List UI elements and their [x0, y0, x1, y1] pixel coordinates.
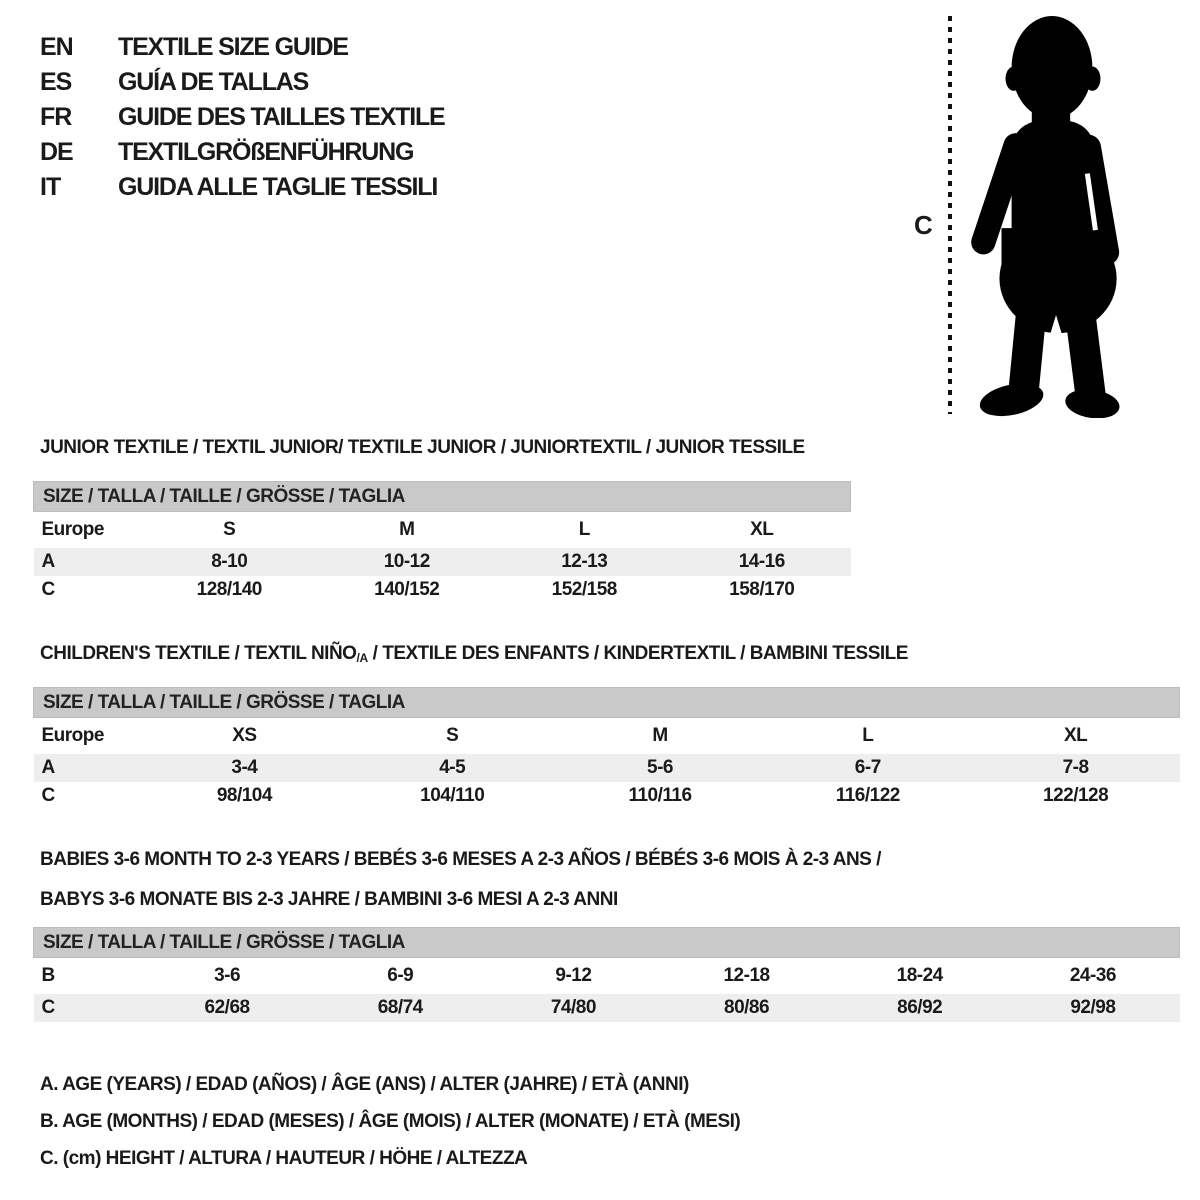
height-cell: 92/98 — [1070, 996, 1116, 1018]
size-header-bar — [34, 928, 1180, 958]
age-cell: 12-13 — [561, 550, 608, 572]
age-cell: 9-12 — [555, 964, 592, 986]
table-row — [34, 718, 1180, 754]
row-label: A — [41, 550, 55, 572]
size-cell: M — [399, 518, 415, 540]
row-label: C — [41, 784, 55, 806]
junior-section-heading: JUNIOR TEXTILE / TEXTIL JUNIOR/ TEXTILE JUNIOR / JUNIORTEXTIL / JUNIOR TESSILE — [40, 437, 805, 458]
size-cell: S — [223, 518, 236, 540]
guide-title-es: GUÍA DE TALLAS — [118, 68, 309, 96]
table-row — [34, 782, 1180, 810]
row-label: C — [41, 996, 55, 1018]
children-size-table — [33, 687, 1180, 810]
language-row-de — [40, 135, 445, 170]
age-cell: 4-5 — [439, 756, 466, 778]
language-row-it — [40, 170, 445, 205]
height-cell: 74/80 — [550, 996, 596, 1018]
age-cell: 24-36 — [1069, 964, 1116, 986]
size-cell: L — [862, 724, 874, 746]
size-cell: L — [578, 518, 590, 540]
language-code: EN — [40, 33, 73, 61]
height-measure-label: C — [914, 210, 933, 240]
guide-title-de: TEXTILGRÖßENFÜHRUNG — [118, 138, 414, 166]
row-label: Europe — [41, 518, 104, 540]
height-cell: 128/140 — [196, 578, 262, 600]
size-header-bar — [34, 482, 851, 512]
size-cell: S — [446, 724, 459, 746]
table-row — [34, 958, 1180, 994]
language-title-list — [40, 30, 445, 205]
height-cell: 86/92 — [897, 996, 943, 1018]
legend-age-months: B. AGE (MONTHS) / EDAD (MESES) / ÂGE (MOIS) / ALTER (MONATE) / ETÀ (MESI) — [40, 1111, 741, 1132]
row-label: A — [41, 756, 55, 778]
language-code: IT — [40, 173, 61, 201]
children-section-heading — [40, 634, 908, 678]
age-cell: 6-7 — [854, 756, 881, 778]
toddler-silhouette-icon — [966, 14, 1140, 418]
age-cell: 12-18 — [723, 964, 770, 986]
height-cell: 98/104 — [216, 784, 272, 806]
age-cell: 18-24 — [896, 964, 943, 986]
table-row — [34, 548, 851, 576]
age-cell: 10-12 — [383, 550, 430, 572]
size-header-label: SIZE / TALLA / TAILLE / GRÖSSE / TAGLIA — [34, 928, 1180, 958]
row-label: Europe — [41, 724, 104, 746]
size-header-label: SIZE / TALLA / TAILLE / GRÖSSE / TAGLIA — [34, 688, 1180, 718]
babies-size-table — [33, 927, 1180, 1022]
height-cell: 110/116 — [628, 784, 692, 806]
age-cell: 14-16 — [738, 550, 785, 572]
language-code: FR — [40, 103, 72, 131]
language-row-fr — [40, 100, 445, 135]
babies-heading-line-2: BABYS 3-6 MONATE BIS 2-3 JAHRE / BAMBINI 3-6 MESI A 2-3 ANNI — [40, 889, 618, 910]
height-cell: 68/74 — [377, 996, 423, 1018]
language-code: DE — [40, 138, 73, 166]
table-row — [34, 576, 851, 604]
guide-title-it: GUIDA ALLE TAGLIE TESSILI — [118, 173, 438, 201]
age-cell: 3-4 — [231, 756, 258, 778]
junior-size-table — [33, 481, 851, 604]
size-cell: XS — [232, 724, 257, 746]
table-row — [34, 754, 1180, 782]
row-label: B — [41, 964, 55, 986]
height-cell: 62/68 — [204, 996, 250, 1018]
legend-age-years: A. AGE (YEARS) / EDAD (AÑOS) / ÂGE (ANS) / ALTER (JAHRE) / ETÀ (ANNI) — [40, 1074, 689, 1095]
height-cell: 116/122 — [835, 784, 900, 806]
babies-section-heading — [40, 840, 881, 920]
size-cell: XL — [1063, 724, 1088, 746]
size-header-label: SIZE / TALLA / TAILLE / GRÖSSE / TAGLIA — [34, 482, 851, 512]
guide-title-fr: GUIDE DES TAILLES TEXTILE — [118, 103, 445, 131]
size-cell: M — [652, 724, 668, 746]
height-cell: 152/158 — [551, 578, 617, 600]
age-cell: 8-10 — [211, 550, 248, 572]
height-cell: 122/128 — [1043, 784, 1109, 806]
language-row-es — [40, 65, 445, 100]
height-cell: 80/86 — [724, 996, 770, 1018]
age-cell: 5-6 — [647, 756, 673, 778]
children-heading-pre: CHILDREN'S TEXTILE / TEXTIL NIÑO — [40, 643, 357, 664]
height-cell: 158/170 — [729, 578, 795, 600]
children-heading-post: / TEXTILE DES ENFANTS / KINDERTEXTIL / BAMBINI TESSILE — [367, 643, 908, 664]
height-cell: 140/152 — [374, 578, 440, 600]
table-row — [34, 512, 851, 548]
height-measure-dashed-line — [948, 16, 952, 414]
children-heading-sub: /A — [356, 651, 368, 665]
age-cell: 6-9 — [387, 964, 414, 986]
measurement-legend — [40, 1066, 740, 1177]
size-cell: XL — [750, 518, 774, 540]
age-cell: 7-8 — [1062, 756, 1089, 778]
row-label: C — [41, 578, 55, 600]
table-row — [34, 994, 1180, 1022]
height-cell: 104/110 — [420, 784, 485, 806]
age-cell: 3-6 — [214, 964, 241, 986]
language-code: ES — [40, 68, 72, 96]
legend-height-cm: C. (cm) HEIGHT / ALTURA / HAUTEUR / HÖHE / ALTEZZA — [40, 1148, 528, 1169]
guide-title-en: TEXTILE SIZE GUIDE — [118, 33, 348, 61]
babies-heading-line-1: BABIES 3-6 MONTH TO 2-3 YEARS / BEBÉS 3-6 MESES A 2-3 AÑOS / BÉBÉS 3-6 MOIS À 2-3 ANS / — [40, 849, 881, 870]
size-header-bar — [34, 688, 1180, 718]
language-row-en — [40, 30, 445, 65]
